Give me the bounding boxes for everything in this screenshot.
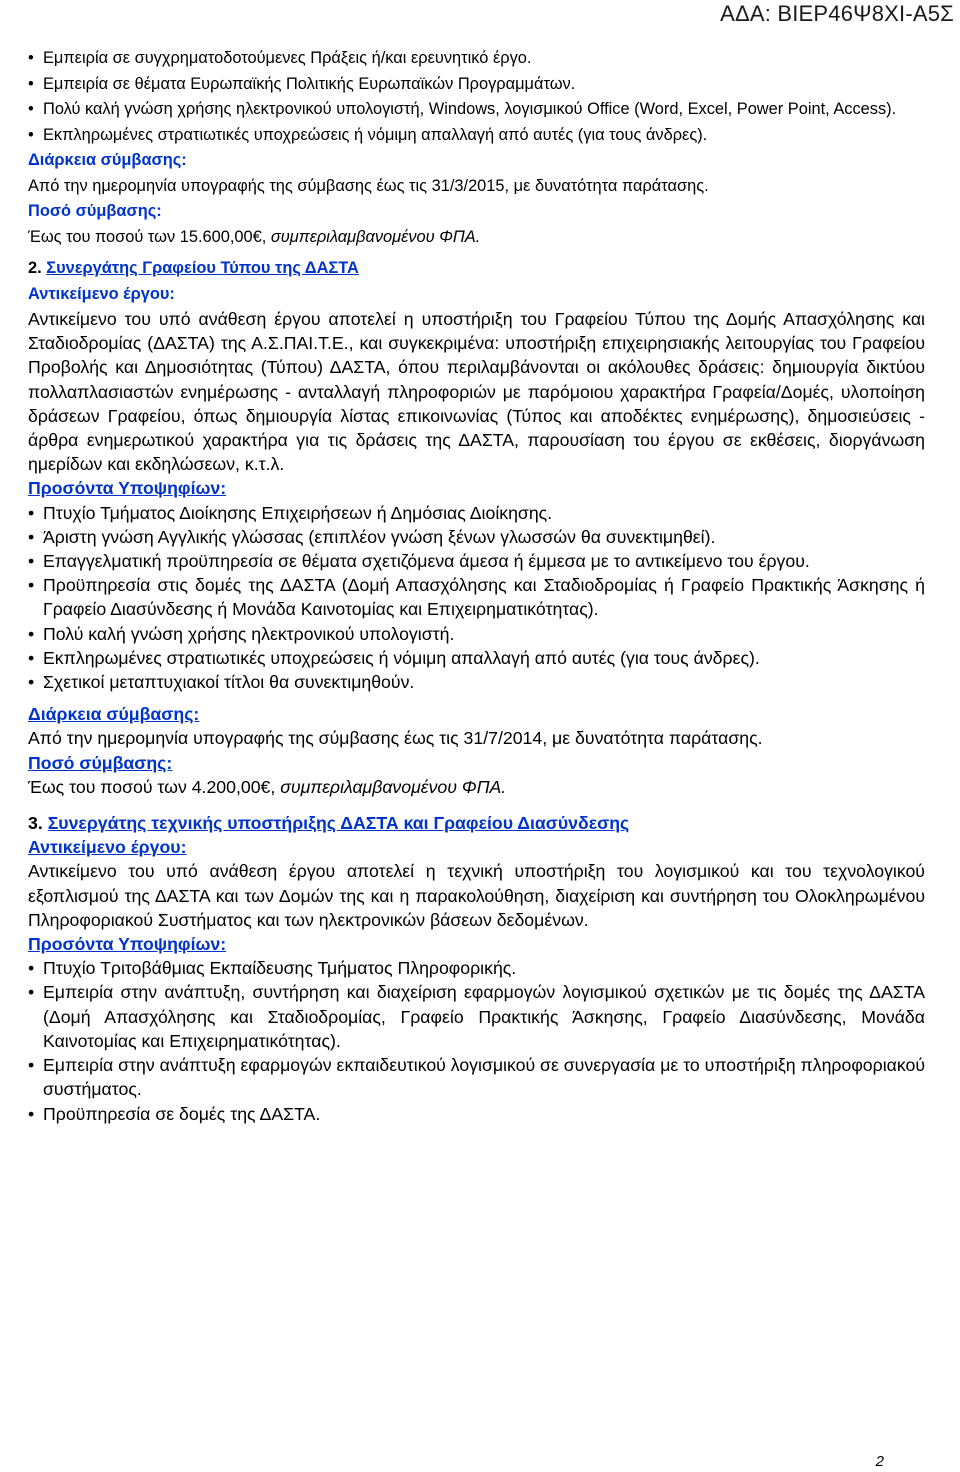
bullet-icon: •	[28, 551, 35, 572]
amount-text	[28, 225, 925, 251]
list-item	[28, 525, 925, 549]
bullet-icon: •	[28, 49, 34, 67]
bullet-icon: •	[28, 672, 35, 693]
document-body	[28, 46, 925, 1126]
amount-vat-note: συμπεριλαμβανομένου ΦΠΑ.	[270, 227, 481, 246]
qualifications-heading: Προσόντα Υποψηφίων:	[28, 478, 227, 499]
duration-text: Από την ημερομηνία υπογραφής της σύμβασης έως τις 31/3/2015, με δυνατότητα παράτασης.	[28, 176, 709, 195]
object-heading: Αντικείμενο έργου:	[28, 837, 187, 858]
bullet-icon: •	[28, 125, 34, 144]
list-item-text: Εμπειρία στην ανάπτυξη εφαρμογών εκπαιδευτικού λογισμικού σε συνεργασία με το υποστήριξη πληροφοριακού συστήματος.	[43, 1055, 925, 1100]
bullet-icon: •	[28, 1103, 35, 1124]
list-item-text: Εμπειρία στην ανάπτυξη, συντήρηση και διαχείριση εφαρμογών λογισμικού σχετικών με τις δομές της ΔΑΣΤΑ (Δομή Απασχόλησης και Σταδιοδρομίας, Γραφείο Πρακτικής Άσκησης, Γραφείο Διασύνδεσης, Μονάδα Καινοτομίας και Επιχειρηματικότητας).	[43, 982, 925, 1051]
list-item	[28, 72, 925, 98]
list-item-text: Εκπληρωμένες στρατιωτικές υποχρεώσεις ή νόμιμη απαλλαγή από αυτές (για τους άνδρες).	[43, 647, 760, 668]
section-number: 3.	[28, 813, 43, 834]
list-item-text: Επαγγελματική προϋπηρεσία σε θέματα σχετιζόμενα άμεσα ή έμμεσα με το αντικείμενο του έργου.	[43, 551, 810, 572]
list-item-text: Σχετικοί μεταπτυχιακοί τίτλοι θα συνεκτιμηθούν.	[43, 672, 415, 693]
list-item-text: Πτυχίο Τμήματος Διοίκησης Επιχειρήσεων ή Δημόσιας Διοίκησης.	[43, 502, 553, 523]
bullet-icon: •	[28, 575, 35, 596]
list-item-text: Πολύ καλή γνώση χρήσης ηλεκτρονικού υπολογιστή, Windows, λογισμικού Office (Word, Excel, Power Point, Access).	[43, 100, 897, 118]
bullet-icon: •	[28, 100, 34, 118]
duration-heading: Διάρκεια σύμβασης:	[28, 151, 187, 169]
section-title: Συνεργάτης τεχνικής υποστήριξης ΔΑΣΤΑ και Γραφείου Διασύνδεσης	[47, 813, 630, 834]
bullet-icon: •	[28, 74, 34, 93]
amount-value: Έως του ποσού των 15.600,00€,	[28, 227, 271, 246]
section2-body	[28, 307, 925, 799]
bullet-icon: •	[28, 502, 35, 523]
bullet-icon: •	[28, 958, 35, 979]
section2-title-row	[28, 256, 925, 282]
bullet-icon: •	[28, 1055, 35, 1076]
section1	[28, 46, 925, 250]
list-item	[28, 980, 925, 1053]
list-item-text: Άριστη γνώση Αγγλικής γλώσσας (επιπλέον γνώση ξένων γλωσσών θα συνεκτιμηθεί).	[43, 526, 716, 547]
object-text: Αντικείμενο του υπό ανάθεση έργου αποτελεί η υποστήριξη του Γραφείου Τύπου της Δομής Απασχόλησης και Σταδιοδρομίας (ΔΑΣΤΑ) της Α.Σ.ΠΑΙ.Τ.Ε., και συγκεκριμένα: υποστήριξη επιχειρησιακής λειτουργίας του Γραφείου Προβολής και Δημοσιότητας (Τύπου) ΔΑΣΤΑ, όπου περιλαμβάνονται οι ακόλουθες δράσεις: δημιουργία δικτύου πολλαπλασιαστών ενημέρωσης - ανταλλαγή πληροφοριών με παρόμοιου χαρακτήρα Γραφεία/Δομές, υλοποίηση δράσεων Γραφείου, όπως δημιουργία λίστας επικοινωνίας (Τύπος και αποδέκτες ενημέρωσης), δημοσιεύσεις - άρθρα ενημερωτικού χαρακτήρα για τις δράσεις της ΔΑΣΤΑ, παρουσίαση του έργου σε εκθέσεις, διοργάνωση ημερίδων και εκδηλώσεων, κ.τ.λ.	[28, 309, 925, 475]
ada-header: ΑΔΑ: ΒΙΕΡ46Ψ8ΧΙ-Α5Σ	[720, 1, 954, 26]
section3	[28, 811, 925, 1126]
duration-text: Από την ημερομηνία υπογραφής της σύμβασης έως τις 31/7/2014, με δυνατότητα παράτασης.	[28, 728, 763, 749]
list-item	[28, 501, 925, 525]
list-item-text: Εμπειρία σε θέματα Ευρωπαϊκής Πολιτικής Ευρωπαϊκών Προγραμμάτων.	[43, 74, 576, 93]
list-item-text: Πολύ καλή γνώση χρήσης ηλεκτρονικού υπολογιστή.	[43, 623, 455, 644]
list-item	[28, 1053, 925, 1101]
bullet-icon: •	[28, 647, 35, 668]
list-item	[28, 956, 925, 980]
list-item	[28, 1102, 925, 1126]
amount-vat-note: συμπεριλαμβανομένου ΦΠΑ.	[280, 776, 507, 797]
amount-heading: Ποσό σύμβασης:	[28, 202, 162, 220]
list-item-text: Προϋπηρεσία σε δομές της ΔΑΣΤΑ.	[43, 1103, 321, 1124]
bullet-icon: •	[28, 982, 35, 1003]
list-item	[28, 46, 925, 72]
section-title: Συνεργάτης Γραφείου Τύπου της ΔΑΣΤΑ	[46, 259, 359, 277]
list-item	[28, 646, 925, 670]
list-item-text: Εκπληρωμένες στρατιωτικές υποχρεώσεις ή νόμιμη απαλλαγή από αυτές (για τους άνδρες).	[43, 125, 708, 144]
object-heading: Αντικείμενο έργου:	[28, 284, 175, 303]
list-item	[28, 123, 925, 149]
section-number: 2.	[28, 259, 42, 277]
list-item-text: Προϋπηρεσία στις δομές της ΔΑΣΤΑ (Δομή Απασχόλησης και Σταδιοδρομίας ή Γραφείο Πρακτικής Άσκησης ή Γραφείο Διασύνδεσης ή Μονάδα Καινοτομίας και Επιχειρηματικότητας).	[43, 575, 925, 620]
list-item	[28, 97, 925, 123]
list-item	[28, 549, 925, 573]
bullet-icon: •	[28, 526, 35, 547]
list-item	[28, 573, 925, 621]
amount-value: Έως του ποσού των 4.200,00€,	[28, 776, 281, 797]
bullet-icon: •	[28, 623, 35, 644]
page-number: 2	[875, 1453, 884, 1470]
list-item	[28, 670, 925, 694]
section3-title-row	[28, 811, 925, 835]
list-item-text: Εμπειρία σε συγχρηματοδοτούμενες Πράξεις ή/και ερευνητικό έργο.	[43, 49, 532, 67]
list-item-text: Πτυχίο Τριτοβάθμιας Εκπαίδευσης Τμήματος Πληροφορικής.	[43, 958, 517, 979]
list-item	[28, 622, 925, 646]
object-text: Αντικείμενο του υπό ανάθεση έργου αποτελεί η τεχνική υποστήριξη του λογισμικού και του τεχνολογικού εξοπλισμού της ΔΑΣΤΑ και των Δομών της και η παρακολούθηση, διαχείριση και συντήρηση του Ολοκληρωμένου Πληροφοριακού Συστήματος και των ηλεκτρονικών βάσεων δεδομένων.	[28, 861, 925, 930]
amount-text	[28, 775, 925, 799]
amount-heading: Ποσό σύμβασης:	[28, 752, 173, 773]
duration-heading: Διάρκεια σύμβασης:	[28, 704, 200, 725]
qualifications-heading: Προσόντα Υποψηφίων:	[28, 934, 227, 955]
